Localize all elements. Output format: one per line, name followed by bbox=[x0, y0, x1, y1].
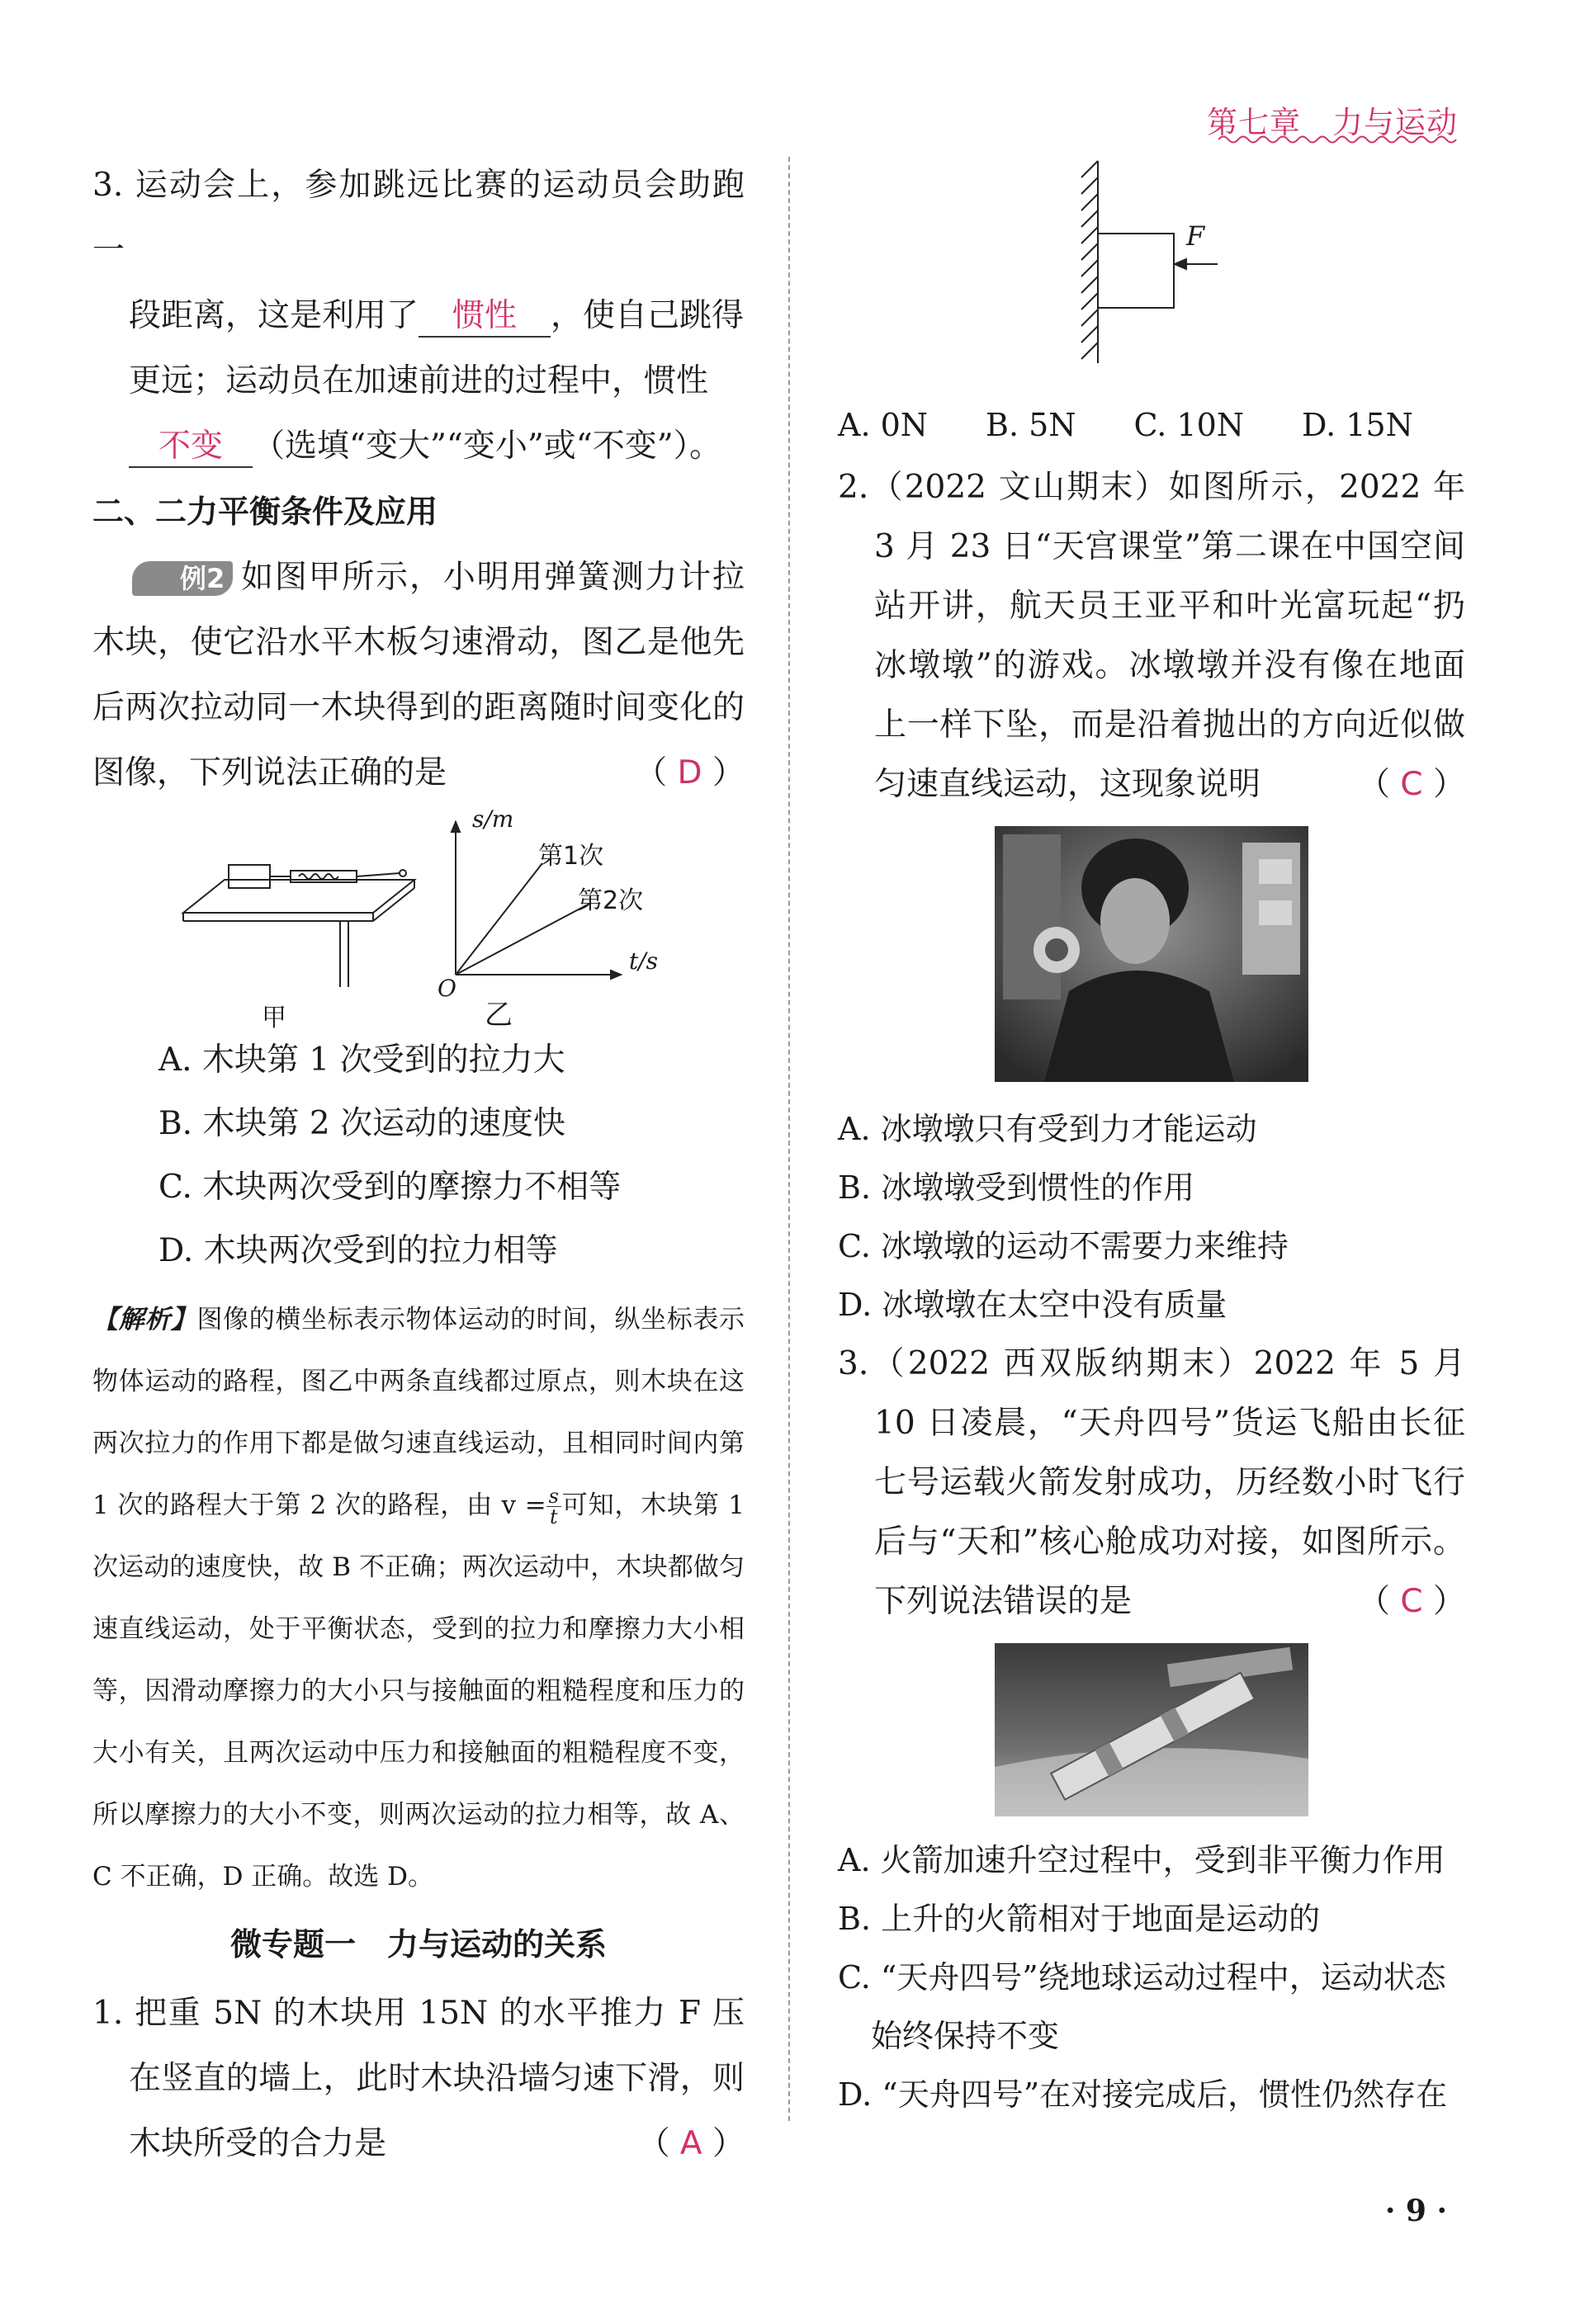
q3-line4-text: （选填“变大”“变小”或“不变”）。 bbox=[253, 427, 722, 465]
subtopic-heading: 微专题一 力与运动的关系 bbox=[229, 1926, 607, 1963]
paren-open: （ bbox=[1357, 1583, 1390, 1620]
ex2-option-b: B. 木块第 2 次运动的速度快 bbox=[158, 1105, 566, 1142]
q3r-options bbox=[838, 1831, 1465, 2124]
analysis-part2b: 可知，木块第 1 次运动的速度快，故 B 不正确；两次运动中，木块都做匀速直线运动，处于平衡状态，受到的拉力和摩擦力大小相等，因滑动摩擦力的大小只与接触面的粗糙程度和压力的大小有关，且两次运动中压力和接触面的粗糙程度不变，所以摩擦力的大小不变，则两次运动的拉力相等，故 A、C 不正确，D 正确。故选 D。 bbox=[92, 1490, 745, 1892]
left-column bbox=[92, 153, 745, 2176]
q2-answer-paren bbox=[1357, 755, 1465, 815]
frac-denominator: t bbox=[550, 1505, 558, 1528]
q1-options bbox=[838, 392, 1465, 458]
q3r-body: 3.（2022 西双版纳期末）2022 年 5 月 10 日凌晨，“天舟四号”货运飞船由长征七号运载火箭发射成功，历经数小时飞行后与“天和”核心舱成功对接，如图所示。下列说法错误的是 bbox=[838, 1345, 1465, 1620]
q3-line4 bbox=[92, 413, 745, 479]
q3r-option-a: A. 火箭加速升空过程中，受到非平衡力作用 bbox=[838, 1842, 1445, 1878]
q1-option-b: B. 5N bbox=[986, 407, 1076, 443]
wall-force-figure bbox=[838, 153, 1465, 392]
frac-numerator: s bbox=[546, 1486, 561, 1507]
q3r-answer-paren bbox=[1357, 1572, 1465, 1632]
paren-close: ） bbox=[712, 2125, 745, 2162]
q3r-option-d: D. “天舟四号”在对接完成后，惯性仍然存在 bbox=[838, 2076, 1448, 2113]
q2-option-b: B. 冰墩墩受到惯性的作用 bbox=[838, 1169, 1195, 1206]
q3r-text bbox=[838, 1334, 1465, 1632]
q2-option-c: C. 冰墩墩的运动不需要力来维持 bbox=[838, 1228, 1289, 1264]
ex2-answer: D bbox=[677, 754, 702, 791]
analysis-part2a: 由 v = bbox=[466, 1490, 546, 1520]
q2-text bbox=[838, 458, 1465, 815]
q3-line2 bbox=[92, 283, 745, 348]
q3-answer-2: 不变 bbox=[129, 427, 253, 468]
example-2 bbox=[92, 545, 745, 1908]
ex2-figure-svg bbox=[92, 805, 745, 1028]
ex2-figure bbox=[92, 805, 745, 1032]
header-wavy-underline bbox=[1218, 134, 1458, 145]
ex2-option-c: C. 木块两次受到的摩擦力不相等 bbox=[158, 1169, 622, 1206]
paren-open: （ bbox=[635, 754, 668, 791]
wall-force-svg bbox=[838, 153, 1465, 392]
q3-answer-1: 惯性 bbox=[419, 296, 551, 338]
ex2-options bbox=[92, 1028, 745, 1282]
ex2-badge: 例2 bbox=[132, 561, 233, 596]
q3-line3: 更远；运动员在加速前进的过程中，惯性 bbox=[129, 362, 709, 399]
analysis-part1: 图像的横坐标表示物体运动的时间，纵坐标表示物体运动的路程，图乙中两条直线都过原点，则木块在这两次拉力的作用下都是做匀速直线运动，且相同时间内第 1 次的路程大于第 2 次的路程， bbox=[92, 1305, 745, 1520]
q1-option-a: A. 0N bbox=[838, 407, 929, 443]
q1-answer: A bbox=[679, 2125, 702, 2162]
label-jia: 甲 bbox=[262, 1004, 286, 1032]
line-second bbox=[456, 905, 588, 975]
ex2-option-d: D. 木块两次受到的拉力相等 bbox=[158, 1232, 558, 1269]
docking-photo bbox=[995, 1643, 1308, 1816]
ex2-analysis bbox=[92, 1289, 745, 1908]
q2-options bbox=[838, 1100, 1465, 1334]
q2-answer: C bbox=[1400, 766, 1423, 803]
q1-text: 1. 把重 5N 的木块用 15N 的水平推力 F 压在竖直的墙上，此时木块沿墙匀速下滑，则木块所受的合力是 bbox=[92, 1995, 745, 2162]
q2-body: 2.（2022 文山期末）如图所示，2022 年 3 月 23 日“天宫课堂”第二课在中国空间站开讲，航天员王亚平和叶光富玩起“扔冰墩墩”的游戏。冰墩墩并没有像在地面上一样下坠，而是沿着抛出的方向近似做匀速直线运动，这现象说明 bbox=[838, 469, 1465, 803]
q3-line2b: ，使自己跳得 bbox=[551, 297, 745, 334]
label-yi: 乙 bbox=[485, 999, 513, 1032]
q1-option-d: D. 15N bbox=[1302, 407, 1413, 443]
subtopic-q1 bbox=[92, 1981, 745, 2176]
ex2-text bbox=[92, 545, 745, 805]
chapter-header: 第七章 力与运动 bbox=[1207, 105, 1458, 140]
line-first bbox=[456, 863, 542, 975]
column-divider bbox=[788, 157, 790, 2121]
q3-line1: 3. 运动会上，参加跳远比赛的运动员会助跑一 bbox=[92, 167, 745, 269]
q1-option-c: C. 10N bbox=[1133, 407, 1245, 443]
paren-close: ） bbox=[1432, 766, 1465, 803]
paren-close: ） bbox=[712, 754, 745, 791]
right-column bbox=[838, 153, 1465, 2124]
q3r-option-b: B. 上升的火箭相对于地面是运动的 bbox=[838, 1901, 1321, 1937]
axis-y-label: s/m bbox=[472, 805, 514, 833]
question-3 bbox=[92, 153, 745, 479]
q2-option-a: A. 冰墩墩只有受到力才能运动 bbox=[838, 1111, 1257, 1147]
q3r-answer: C bbox=[1400, 1583, 1423, 1620]
line1-label: 第1次 bbox=[538, 842, 604, 871]
question-r2 bbox=[838, 458, 1465, 1334]
page-number: · 9 · bbox=[1384, 2194, 1447, 2228]
axis-x-label: t/s bbox=[629, 947, 659, 975]
question-r3 bbox=[838, 1334, 1465, 2124]
q3r-option-c: C. “天舟四号”绕地球运动过程中，运动状态始终保持不变 bbox=[838, 1959, 1446, 2054]
force-label: F bbox=[1186, 220, 1205, 252]
line2-label: 第2次 bbox=[578, 886, 644, 915]
paren-open: （ bbox=[637, 2125, 670, 2162]
formula-fraction bbox=[546, 1486, 561, 1527]
analysis-label: 【解析】 bbox=[92, 1305, 197, 1334]
ex2-body: 如图甲所示，小明用弹簧测力计拉木块，使它沿水平木板匀速滑动，图乙是他先后两次拉动同一木块得到的距离随时间变化的图像，下列说法正确的是 bbox=[92, 559, 745, 791]
ex2-answer-paren bbox=[595, 740, 745, 805]
paren-open: （ bbox=[1357, 766, 1390, 803]
paren-close: ） bbox=[1432, 1583, 1465, 1620]
q1-answer-paren bbox=[637, 2111, 745, 2176]
origin-label: O bbox=[438, 975, 456, 1002]
q3-line2a: 段距离，这是利用了 bbox=[129, 297, 419, 334]
ex2-option-a: A. 木块第 1 次受到的拉力大 bbox=[158, 1042, 565, 1079]
section-heading-2: 二、二力平衡条件及应用 bbox=[92, 494, 438, 530]
apparatus-jia bbox=[183, 865, 414, 987]
q2-option-d: D. 冰墩墩在太空中没有质量 bbox=[838, 1287, 1227, 1323]
space-station-photo bbox=[995, 826, 1308, 1082]
